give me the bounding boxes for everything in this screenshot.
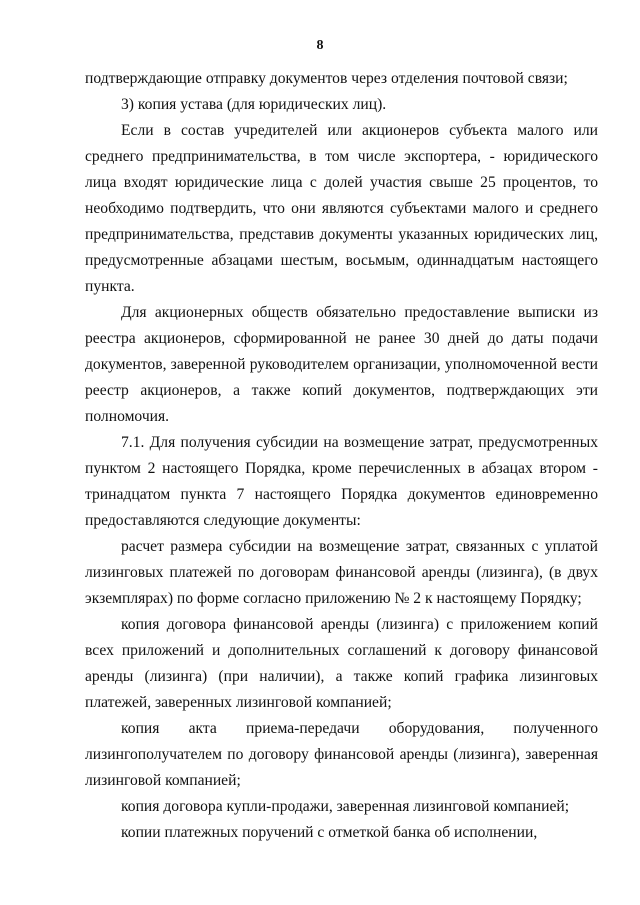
- page-number: 8: [316, 38, 324, 53]
- paragraph: Для акционерных обществ обязательно предоставление выписки из реестра акционеров, сформированной не ранее 30 дней до даты подачи документов, заверенной руководителем организации, уполномоченной вести реестр акционеров, а также копий документов, подтверждающих эти полномочия.: [85, 304, 598, 425]
- paragraph: копия договора купли-продажи, заверенная лизинговой компанией;: [121, 798, 570, 815]
- paragraph: подтверждающие отправку документов через отделения почтовой связи;: [85, 70, 568, 87]
- paragraph: 7.1. Для получения субсидии на возмещение затрат, предусмотренных пунктом 2 настоящего Порядка, кроме перечисленных в абзацах втором - тринадцатом пункта 7 настоящего Порядка документов единовременно предоставляются следующие документы:: [85, 434, 598, 529]
- paragraph: копии платежных поручений с отметкой банка об исполнении,: [121, 824, 538, 841]
- paragraph: расчет размера субсидии на возмещение затрат, связанных с уплатой лизинговых платежей по договорам финансовой аренды (лизинга), (в двух экземплярах) по форме согласно приложению № 2 к настоящему Порядку;: [85, 538, 598, 607]
- paragraph: Если в состав учредителей или акционеров субъекта малого или среднего предпринимательства, в том числе экспортера, - юридического лица входят юридические лица с долей участия свыше 25 процентов, то необходимо подтвердить, что они являются субъектами малого и среднего предпринимательства, представив документы указанных юридических лиц, предусмотренные абзацами шестым, восьмым, одиннадцатым настоящего пункта.: [85, 122, 598, 295]
- document-body: [85, 66, 598, 846]
- paragraph: копия договора финансовой аренды (лизинга) с приложением копий всех приложений и дополнительных соглашений к договору финансовой аренды (лизинга) (при наличии), а также копий графика лизинговых платежей, заверенных лизинговой компанией;: [85, 616, 598, 711]
- paragraph: копия акта приема-передачи оборудования, полученного лизингополучателем по договору финансовой аренды (лизинга), заверенная лизинговой компанией;: [85, 720, 598, 789]
- paragraph: 3) копия устава (для юридических лиц).: [121, 96, 387, 113]
